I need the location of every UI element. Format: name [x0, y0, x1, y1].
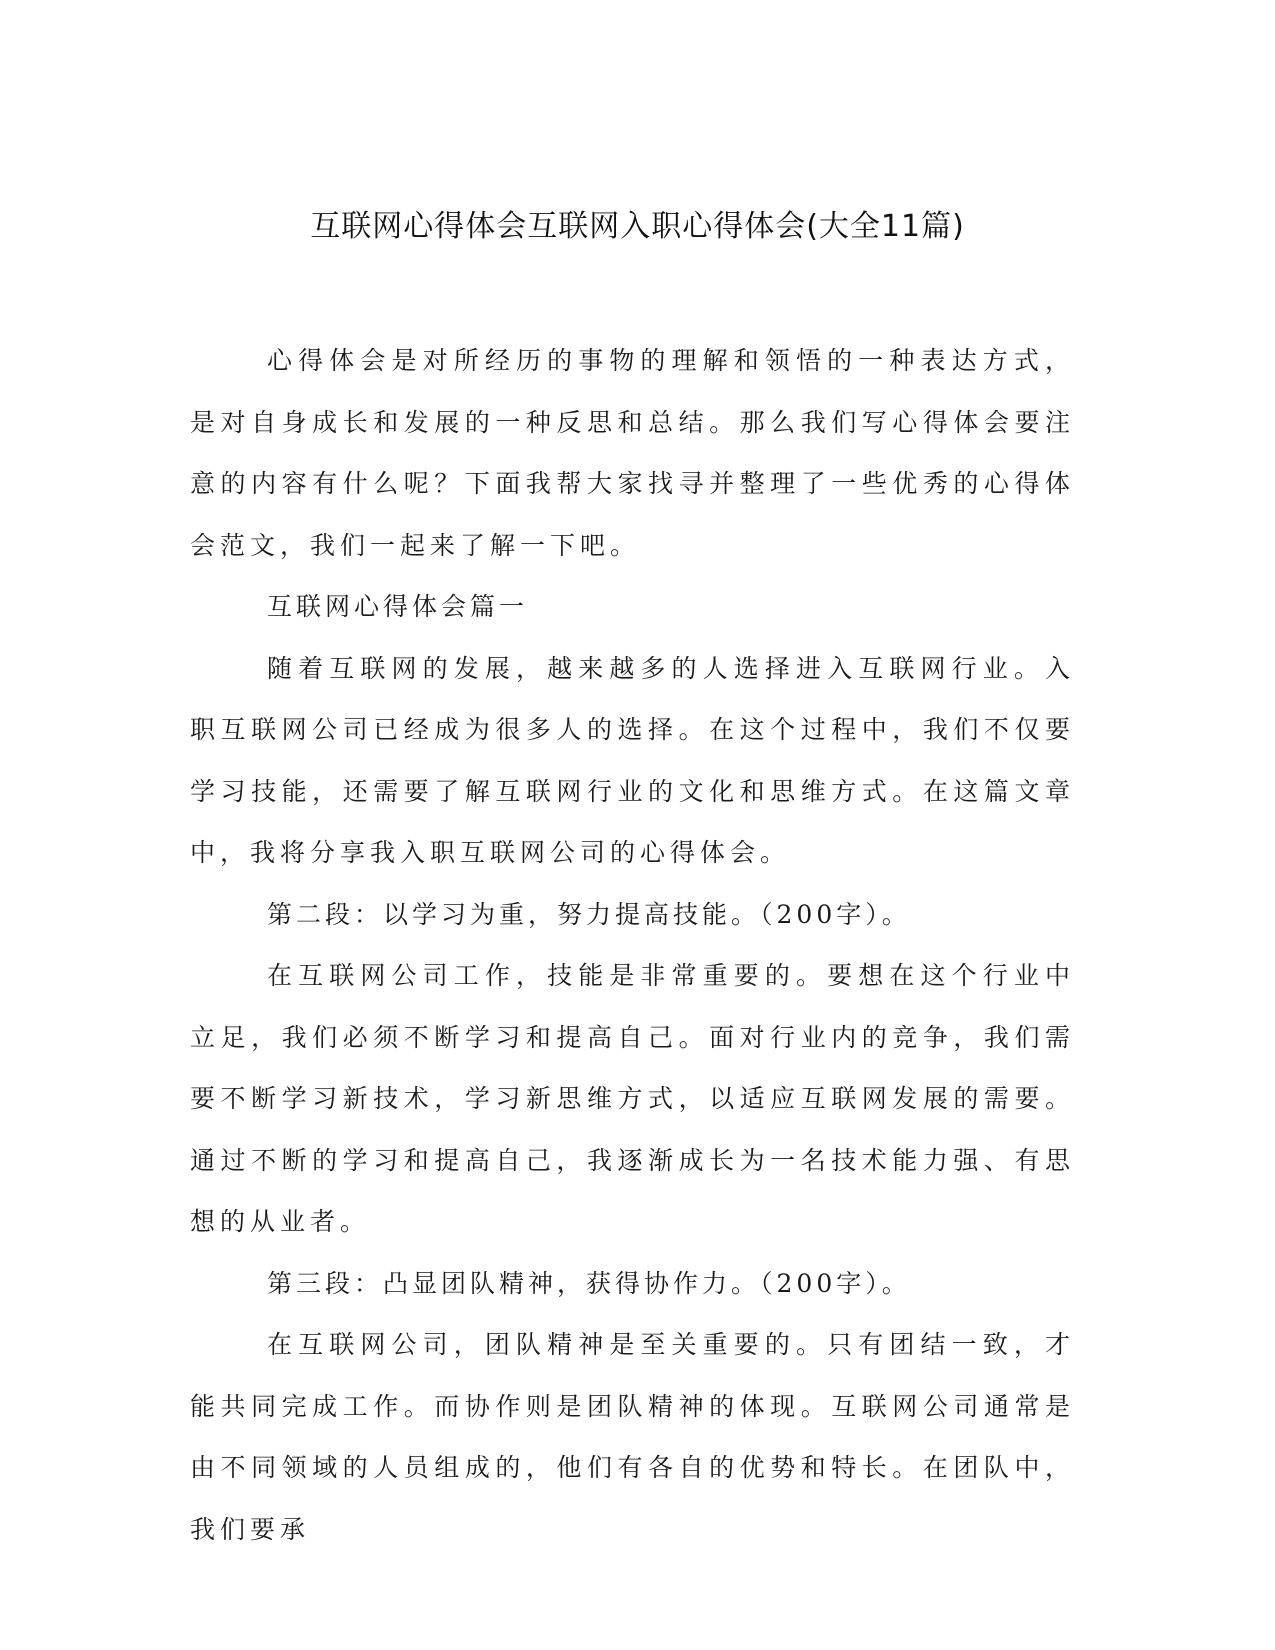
- body-paragraph: 在互联网公司，团队精神是至关重要的。只有团结一致，才能共同完成工作。而协作则是团队精神的体现。互联网公司通常是由不同领域的人员组成的，他们有各自的优势和特长。在团队中，我们要承: [190, 1330, 1075, 1544]
- body-paragraph: 在互联网公司工作，技能是非常重要的。要想在这个行业中立足，我们必须不断学习和提高自己。面对行业内的竞争，我们需要不断学习新技术，学习新思维方式，以适应互联网发展的需要。通过不断的学习和提高自己，我逐渐成长为一名技术能力强、有思想的从业者。: [190, 961, 1075, 1236]
- document-body: [190, 330, 1075, 1560]
- section-heading-second: 第二段：以学习为重，努力提高技能。（200字）。: [267, 899, 911, 929]
- section-heading-part-one: 互联网心得体会篇一: [267, 592, 529, 621]
- body-paragraph: 随着互联网的发展，越来越多的人选择进入互联网行业。入职互联网公司已经成为很多人的选择。在这个过程中，我们不仅要学习技能，还需要了解互联网行业的文化和思维方式。在这篇文章中，我将分享我入职互联网公司的心得体会。: [190, 653, 1075, 867]
- document-title: 互联网心得体会互联网入职心得体会(大全11篇): [310, 209, 965, 244]
- intro-paragraph: 心得体会是对所经历的事物的理解和领悟的一种表达方式，是对自身成长和发展的一种反思和总结。那么我们写心得体会要注意的内容有什么呢？下面我帮大家找寻并整理了一些优秀的心得体会范文，我们一起来了解一下吧。: [190, 346, 1075, 560]
- section-heading-third: 第三段：凸显团队精神，获得协作力。（200字）。: [267, 1268, 911, 1298]
